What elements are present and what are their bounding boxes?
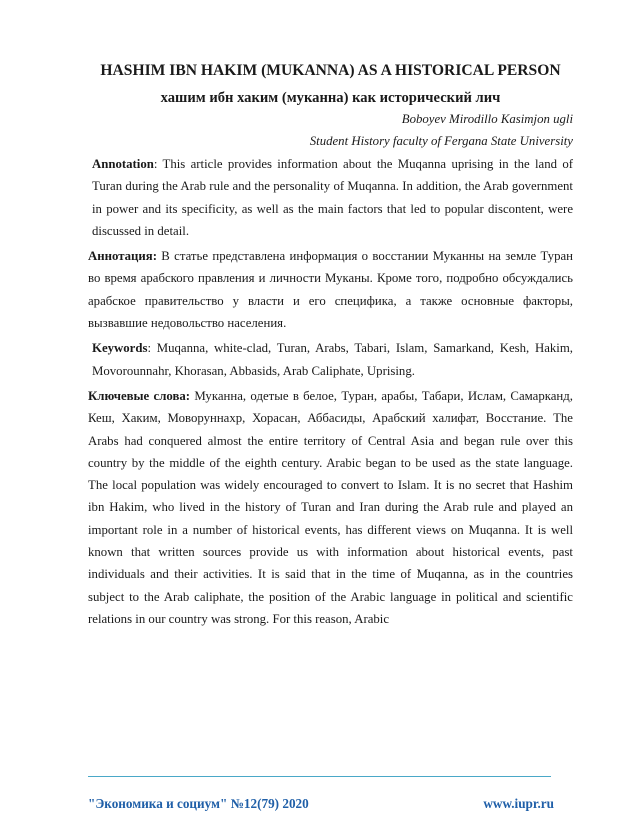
author-affiliation: Student History faculty of Fergana State University bbox=[309, 134, 573, 148]
keywords-en-label: Keywords bbox=[92, 341, 148, 356]
article-page bbox=[88, 58, 573, 633]
keywords-ru-text: Муканна, одетые в белое, Туран, арабы, Табари, Ислам, Самарканд, Кеш, Хаким, Моворуннахр, Хорасан, Аббасиды, Арабский халифат, Восстание. The Arabs had conquered almost the entire territory of Central Asia and began rule over this country by the middle of the eighth century. Arabic began to be used as the state language. The local population was widely encouraged to convert to Islam. It is no secret that Hashim ibn Hakim, who lived in the history of Turan and Iran during the Arab rule and played an important role in a number of historical events, has different views on Muqanna. It is well known that written sources provide us with information about historical events, past individuals and their activities. It is said that in the time of Muqanna, as in the countries subject to the Arab caliphate, the position of the Arabic language in political and scientific relations in our country was strong. For this reason, Arabic bbox=[88, 388, 573, 626]
footer-rule bbox=[88, 776, 551, 777]
keywords-en-text: : Muqanna, white-clad, Turan, Arabs, Tabari, Islam, Samarkand, Kesh, Hakim, Movorounnahr, Khorasan, Abbasids, Arab Caliphate, Uprising. bbox=[92, 341, 573, 378]
annotation-en-text: : This article provides information about the Muqanna uprising in the land of Turan during the Arab rule and the personality of Muqanna. In addition, the Arab government in power and its specificity, as well as the main factors that led to popular discontent, were discussed in detail. bbox=[92, 157, 573, 238]
annotation-en bbox=[88, 153, 573, 242]
annotation-ru bbox=[88, 245, 573, 334]
author-name: Boboyev Mirodillo Kasimjon ugli bbox=[401, 112, 573, 126]
annotation-ru-text: В статье представлена информация о восстании Муканны на земле Туран во время арабского правления и личности Муканы. Кроме того, подробно обсуждались арабское правительство у власти и его специфика, а также основные факторы, вызвавшие недовольство населения. bbox=[88, 249, 573, 331]
annotation-en-label: Annotation bbox=[92, 157, 154, 171]
keywords-ru-and-body bbox=[88, 385, 573, 630]
footer-journal: "Экономика и социум" №12(79) 2020 bbox=[88, 796, 309, 811]
keywords-ru-label: Ключевые слова: bbox=[88, 388, 191, 403]
footer-website-link[interactable]: www.iupr.ru bbox=[483, 796, 554, 811]
article-title: HASHIM IBN HAKIM (MUKANNA) AS A HISTORICAL PERSON bbox=[100, 62, 561, 79]
article-subtitle-ru: хашим ибн хаким (муканна) как исторический лич bbox=[160, 90, 501, 106]
keywords-en bbox=[88, 337, 573, 382]
annotation-ru-label: Аннотация: bbox=[88, 249, 157, 264]
